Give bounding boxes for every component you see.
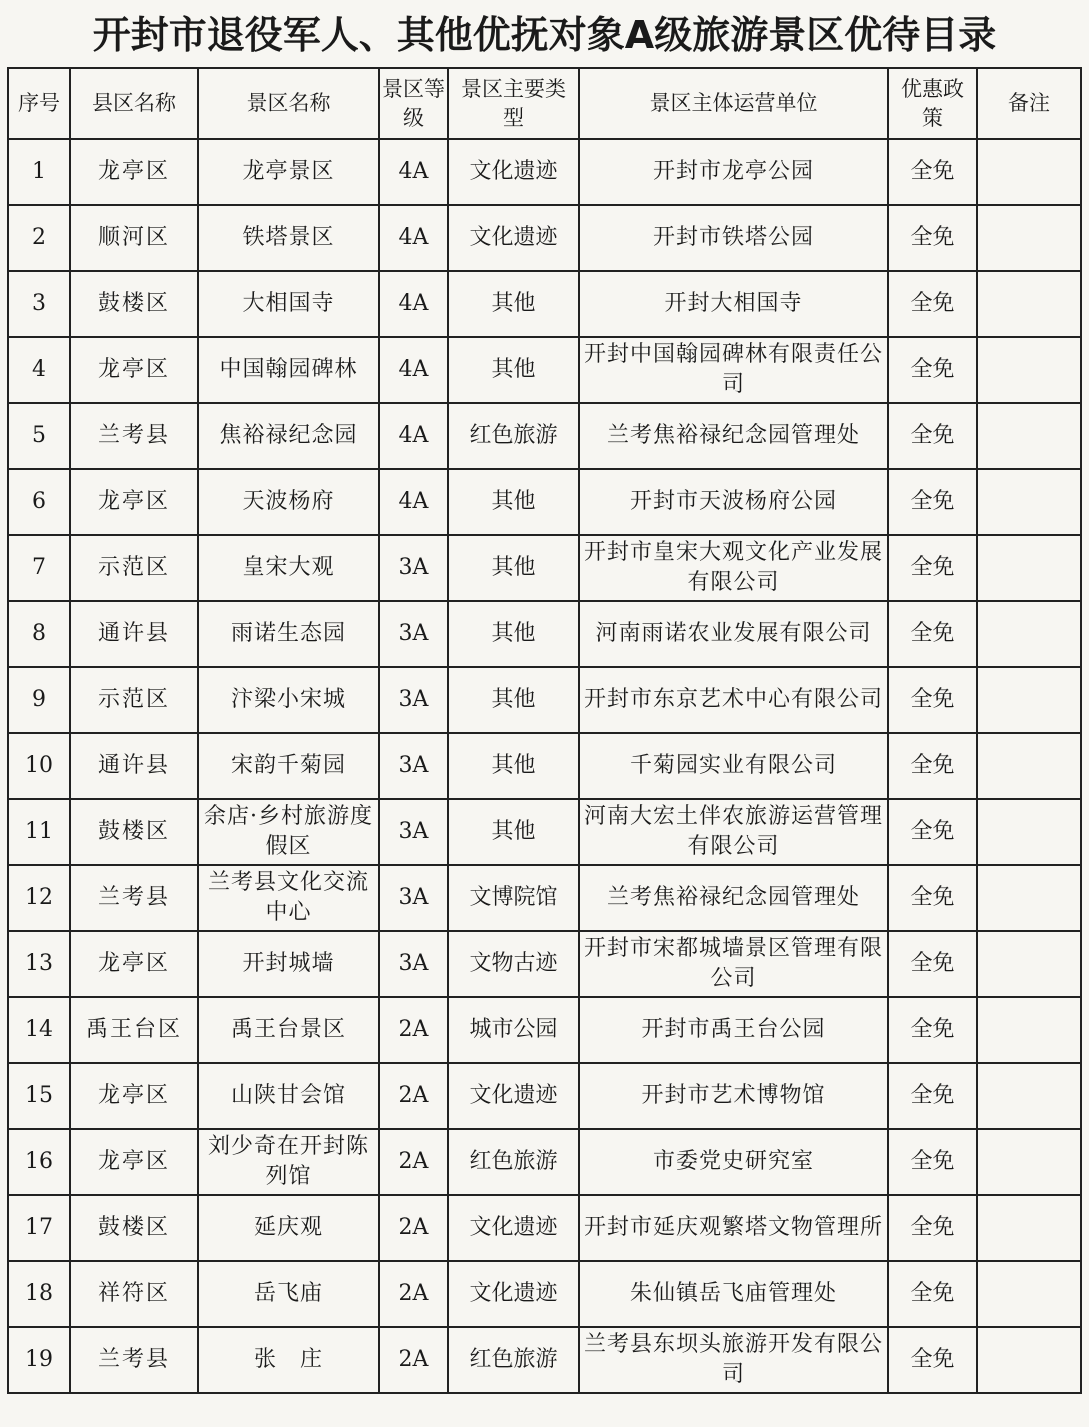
table-row [8,799,1081,865]
cell-type: 其他 [448,799,579,865]
table-row [8,139,1081,205]
cell-policy: 全免 [888,1063,977,1129]
table-row [8,337,1081,403]
cell-policy: 全免 [888,403,977,469]
table-row [8,1261,1081,1327]
cell-operator: 开封大相国寺 [579,271,888,337]
cell-type: 其他 [448,601,579,667]
cell-county: 鼓楼区 [70,271,198,337]
cell-note [977,1261,1081,1327]
cell-name: 宋韵千菊园 [198,733,379,799]
cell-grade: 3A [379,601,448,667]
cell-operator: 开封市铁塔公园 [579,205,888,271]
cell-note [977,1327,1081,1393]
cell-name: 禹王台景区 [198,997,379,1063]
cell-policy: 全免 [888,667,977,733]
cell-type: 红色旅游 [448,1129,579,1195]
cell-note [977,667,1081,733]
cell-note [977,403,1081,469]
cell-county: 龙亭区 [70,931,198,997]
cell-type: 其他 [448,271,579,337]
header-grade: 景区等级 [379,68,448,139]
table-header-row [8,68,1081,139]
table-row [8,997,1081,1063]
cell-seq: 15 [8,1063,70,1129]
cell-grade: 2A [379,1063,448,1129]
cell-grade: 3A [379,799,448,865]
cell-note [977,601,1081,667]
table-row [8,601,1081,667]
cell-operator: 开封中国翰园碑林有限责任公司 [579,337,888,403]
cell-policy: 全免 [888,271,977,337]
cell-type: 其他 [448,733,579,799]
cell-policy: 全免 [888,205,977,271]
cell-grade: 3A [379,535,448,601]
cell-grade: 2A [379,997,448,1063]
cell-seq: 3 [8,271,70,337]
scenic-area-table [7,67,1082,1394]
table-row [8,1063,1081,1129]
cell-county: 禹王台区 [70,997,198,1063]
table-row [8,865,1081,931]
cell-note [977,1195,1081,1261]
cell-operator: 兰考焦裕禄纪念园管理处 [579,865,888,931]
cell-name: 刘少奇在开封陈列馆 [198,1129,379,1195]
cell-note [977,931,1081,997]
cell-operator: 开封市天波杨府公园 [579,469,888,535]
page-title: 开封市退役军人、其他优抚对象A级旅游景区优待目录 [92,13,997,57]
table-row [8,1129,1081,1195]
cell-seq: 2 [8,205,70,271]
cell-note [977,205,1081,271]
cell-policy: 全免 [888,1261,977,1327]
cell-type: 文化遗迹 [448,139,579,205]
cell-type: 城市公园 [448,997,579,1063]
cell-type: 文博院馆 [448,865,579,931]
cell-operator: 千菊园实业有限公司 [579,733,888,799]
table-row [8,667,1081,733]
cell-type: 红色旅游 [448,1327,579,1393]
cell-name: 兰考县文化交流中心 [198,865,379,931]
cell-grade: 4A [379,403,448,469]
cell-operator: 河南大宏土伴农旅游运营管理有限公司 [579,799,888,865]
cell-note [977,997,1081,1063]
cell-county: 鼓楼区 [70,1195,198,1261]
cell-grade: 3A [379,931,448,997]
cell-type: 文化遗迹 [448,1195,579,1261]
cell-note [977,337,1081,403]
cell-county: 兰考县 [70,403,198,469]
table-row [8,931,1081,997]
cell-grade: 3A [379,733,448,799]
cell-note [977,865,1081,931]
cell-policy: 全免 [888,469,977,535]
table-body [8,139,1081,1393]
cell-type: 其他 [448,337,579,403]
header-type: 景区主要类型 [448,68,579,139]
table-row [8,535,1081,601]
cell-operator: 开封市禹王台公园 [579,997,888,1063]
cell-policy: 全免 [888,337,977,403]
table-row [8,469,1081,535]
table-row [8,1327,1081,1393]
cell-county: 龙亭区 [70,1129,198,1195]
cell-seq: 14 [8,997,70,1063]
cell-grade: 2A [379,1129,448,1195]
cell-grade: 3A [379,865,448,931]
cell-policy: 全免 [888,1129,977,1195]
cell-policy: 全免 [888,1195,977,1261]
header-seq: 序号 [8,68,70,139]
cell-operator: 开封市东京艺术中心有限公司 [579,667,888,733]
cell-note [977,799,1081,865]
cell-seq: 13 [8,931,70,997]
cell-seq: 9 [8,667,70,733]
cell-name: 延庆观 [198,1195,379,1261]
cell-name: 中国翰园碑林 [198,337,379,403]
cell-operator: 朱仙镇岳飞庙管理处 [579,1261,888,1327]
cell-policy: 全免 [888,535,977,601]
cell-grade: 2A [379,1327,448,1393]
cell-county: 龙亭区 [70,139,198,205]
table-row [8,403,1081,469]
header-policy: 优惠政策 [888,68,977,139]
cell-name: 天波杨府 [198,469,379,535]
cell-type: 文化遗迹 [448,1063,579,1129]
cell-policy: 全免 [888,139,977,205]
cell-grade: 4A [379,205,448,271]
cell-county: 兰考县 [70,865,198,931]
cell-name: 龙亭景区 [198,139,379,205]
cell-operator: 市委党史研究室 [579,1129,888,1195]
cell-type: 文化遗迹 [448,205,579,271]
cell-county: 示范区 [70,535,198,601]
cell-note [977,469,1081,535]
cell-county: 龙亭区 [70,1063,198,1129]
cell-operator: 开封市宋都城墙景区管理有限公司 [579,931,888,997]
cell-county: 顺河区 [70,205,198,271]
header-county: 县区名称 [70,68,198,139]
cell-note [977,271,1081,337]
cell-name: 雨诺生态园 [198,601,379,667]
cell-seq: 17 [8,1195,70,1261]
cell-note [977,733,1081,799]
cell-operator: 开封市艺术博物馆 [579,1063,888,1129]
cell-county: 示范区 [70,667,198,733]
cell-county: 鼓楼区 [70,799,198,865]
cell-seq: 19 [8,1327,70,1393]
cell-county: 通许县 [70,733,198,799]
table-row [8,1195,1081,1261]
cell-policy: 全免 [888,733,977,799]
cell-type: 文化遗迹 [448,1261,579,1327]
cell-grade: 4A [379,271,448,337]
cell-name: 汴梁小宋城 [198,667,379,733]
table-row [8,205,1081,271]
cell-county: 龙亭区 [70,337,198,403]
cell-seq: 11 [8,799,70,865]
header-operator: 景区主体运营单位 [579,68,888,139]
cell-name: 大相国寺 [198,271,379,337]
cell-name: 开封城墙 [198,931,379,997]
cell-operator: 兰考县东坝头旅游开发有限公司 [579,1327,888,1393]
table-row [8,271,1081,337]
cell-seq: 4 [8,337,70,403]
cell-policy: 全免 [888,799,977,865]
cell-seq: 12 [8,865,70,931]
cell-policy: 全免 [888,1327,977,1393]
cell-note [977,139,1081,205]
cell-operator: 开封市龙亭公园 [579,139,888,205]
cell-seq: 16 [8,1129,70,1195]
cell-seq: 10 [8,733,70,799]
cell-seq: 6 [8,469,70,535]
table-row [8,733,1081,799]
cell-grade: 2A [379,1195,448,1261]
cell-name: 山陕甘会馆 [198,1063,379,1129]
cell-name: 焦裕禄纪念园 [198,403,379,469]
cell-type: 其他 [448,535,579,601]
cell-type: 其他 [448,667,579,733]
cell-note [977,1129,1081,1195]
cell-seq: 5 [8,403,70,469]
cell-policy: 全免 [888,865,977,931]
cell-type: 其他 [448,469,579,535]
cell-operator: 开封市皇宋大观文化产业发展有限公司 [579,535,888,601]
cell-type: 红色旅游 [448,403,579,469]
cell-name: 岳飞庙 [198,1261,379,1327]
cell-seq: 8 [8,601,70,667]
cell-name: 余店·乡村旅游度假区 [198,799,379,865]
cell-grade: 3A [379,667,448,733]
cell-seq: 18 [8,1261,70,1327]
cell-policy: 全免 [888,931,977,997]
cell-note [977,535,1081,601]
cell-seq: 7 [8,535,70,601]
cell-type: 文物古迹 [448,931,579,997]
cell-county: 祥符区 [70,1261,198,1327]
cell-policy: 全免 [888,997,977,1063]
cell-policy: 全免 [888,601,977,667]
cell-county: 兰考县 [70,1327,198,1393]
cell-seq: 1 [8,139,70,205]
header-name: 景区名称 [198,68,379,139]
cell-grade: 4A [379,469,448,535]
header-note: 备注 [977,68,1081,139]
cell-grade: 4A [379,139,448,205]
cell-note [977,1063,1081,1129]
cell-operator: 兰考焦裕禄纪念园管理处 [579,403,888,469]
cell-name: 张 庄 [198,1327,379,1393]
cell-operator: 河南雨诺农业发展有限公司 [579,601,888,667]
cell-operator: 开封市延庆观繁塔文物管理所 [579,1195,888,1261]
cell-name: 铁塔景区 [198,205,379,271]
cell-name: 皇宋大观 [198,535,379,601]
cell-county: 通许县 [70,601,198,667]
cell-grade: 2A [379,1261,448,1327]
cell-county: 龙亭区 [70,469,198,535]
cell-grade: 4A [379,337,448,403]
